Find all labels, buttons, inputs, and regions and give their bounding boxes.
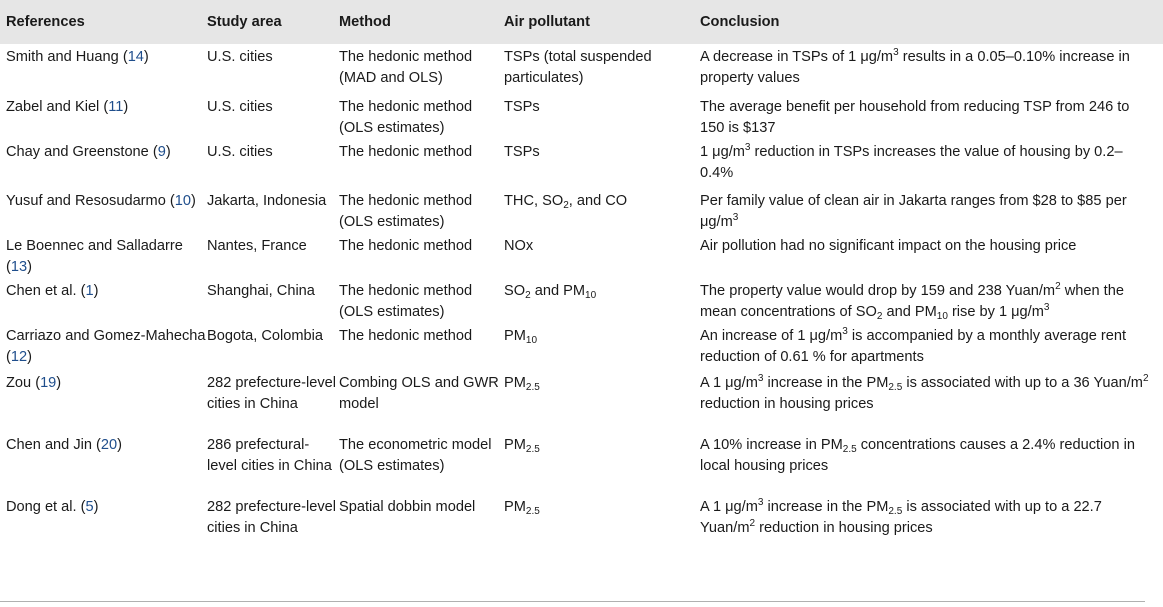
cell-air-pollutant: TSPs [504,144,540,160]
reference-text: Dong et al. ( [6,499,86,515]
cell-conclusion: Per family value of clean air in Jakarta ranges from $28 to $85 per $\mu g/m^3$ [700,193,1127,230]
reference-text: Chay and Greenstone ( [6,144,158,160]
cell-air-pollutant: NOx [504,238,534,254]
cell-reference [0,323,207,370]
cell-conclusion: 1 $\mu g/m^3$ reduction in TSPs increases the value of housing by 0.2–0.4% [700,142,1123,181]
cell-air-pollutant: $PM_{2.5}$ [504,499,540,517]
reference-close: ) [117,437,123,453]
reference-link[interactable]: 13 [10,259,28,275]
cell-study-area: U.S. cities [207,144,273,160]
table-row [0,139,1163,188]
reference-close: ) [27,349,32,365]
cell-method: The hedonic method (OLS estimates) [339,193,473,230]
cell-air-pollutant: $PM_{2.5}$ [504,375,540,393]
cell-study-area: U.S. cities [207,49,273,65]
reference-text: Zabel and Kiel ( [6,99,109,115]
table-row [0,233,1163,278]
reference-close: ) [93,283,99,299]
table-row [0,44,1163,94]
cell-study-area: Bogota, Colombia [207,328,324,344]
cell-reference [0,233,207,278]
reference-close: ) [56,375,62,391]
table-bottom-rule [0,601,1145,602]
reference-text: Le Boennec and Salladarre ( [6,238,183,275]
reference-text: Chen et al. ( [6,283,86,299]
reference-close: ) [190,193,196,209]
reference-link[interactable]: 11 [108,99,124,115]
reference-text: Yusuf and Resosudarmo ( [6,193,175,209]
cell-conclusion: A 1 $\mu g/m^3$ increase in the $PM_{2.5}$ is associated with up to a 36 Yuan/$m^2$ reduction in housing prices [700,373,1149,412]
cell-conclusion: The property value would drop by 159 and 238 Yuan/$m^2$ when the mean concentrations of $SO_2$ and $PM_{10}$ rise by 1 $\mu g/m^3$ [700,281,1124,322]
reference-link[interactable]: 9 [157,144,166,160]
reference-link[interactable]: 1 [85,283,94,299]
cell-study-area: 282 prefecture-level cities in China [207,375,336,412]
reference-close: ) [93,499,99,515]
reference-link[interactable]: 19 [40,375,57,391]
cell-method: The hedonic method (OLS estimates) [339,99,473,136]
table-row [0,323,1163,370]
header-air-pollutant: Air pollutant [504,13,590,30]
cell-air-pollutant: TSPs (total suspended particulates) [504,49,652,86]
cell-conclusion: A 1 $\mu g/m^3$ increase in the $PM_{2.5}$ is associated with up to a 22.7 Yuan/$m^2$ reduction in housing prices [700,497,1102,536]
cell-reference [0,432,207,494]
cell-method: The econometric model (OLS estimates) [339,437,492,474]
cell-air-pollutant: THC, $SO_2$, and CO [504,193,628,211]
reference-link[interactable]: 5 [85,499,94,515]
cell-conclusion: The average benefit per household from reducing TSP from 246 to 150 is $137 [700,99,1130,136]
cell-study-area: Nantes, France [207,238,307,254]
cell-method: The hedonic method (OLS estimates) [339,283,473,320]
cell-air-pollutant: $SO_2$ and $PM_{10}$ [504,283,597,301]
cell-study-area: 286 prefectural-level cities in China [207,437,332,474]
table-row [0,188,1163,233]
cell-method: Combing OLS and GWR model [339,375,499,412]
cell-study-area: 282 prefecture-level cities in China [207,499,336,536]
cell-reference [0,139,207,188]
table-row [0,432,1163,494]
reference-close: ) [27,259,32,275]
cell-reference [0,278,207,323]
cell-air-pollutant: TSPs [504,99,540,115]
cell-method: The hedonic method (MAD and OLS) [339,49,473,86]
table-row [0,494,1163,556]
cell-reference [0,494,207,556]
header-study-area: Study area [207,13,282,30]
reference-text: Zou ( [6,375,41,391]
cell-reference [0,188,207,233]
cell-method: The hedonic method [339,144,473,160]
cell-study-area: Shanghai, China [207,283,315,299]
cell-conclusion: Air pollution had no significant impact on the housing price [700,238,1077,254]
cell-conclusion: An increase of 1 $\mu g/m^3$ is accompanied by a monthly average rent reduction of 0.61 % for apartments [700,326,1127,365]
table-row [0,370,1163,432]
table-row [0,278,1163,323]
cell-method: Spatial dobbin model [339,499,476,515]
table-header-row [0,0,1163,44]
header-references: References [6,13,85,30]
cell-air-pollutant: $PM_{2.5}$ [504,437,540,455]
reference-link[interactable]: 20 [100,437,118,453]
reference-link[interactable]: 12 [10,349,28,365]
header-method: Method [339,13,391,30]
cell-air-pollutant: $PM_{10}$ [504,328,538,346]
table-row [0,94,1163,139]
cell-conclusion: A decrease in TSPs of 1 $\mu g/m^3$ results in a 0.05–0.10% increase in property values [700,47,1130,86]
cell-method: The hedonic method [339,238,473,254]
reference-close: ) [123,99,129,115]
reference-text: Smith and Huang ( [6,49,128,65]
reference-close: ) [143,49,149,65]
reference-close: ) [165,144,171,160]
reference-text: Carriazo and Gomez-Mahecha ( [6,328,206,365]
reference-link[interactable]: 10 [174,193,191,209]
cell-reference [0,370,207,432]
cell-reference [0,44,207,94]
cell-study-area: Jakarta, Indonesia [207,193,327,209]
cell-reference [0,94,207,139]
cell-conclusion: A 10% increase in $PM_{2.5}$ concentrations causes a 2.4% reduction in local housing prices [700,437,1135,474]
cell-study-area: U.S. cities [207,99,273,115]
header-conclusion: Conclusion [700,13,780,30]
reference-link[interactable]: 14 [127,49,144,65]
reference-text: Chen and Jin ( [6,437,101,453]
cell-method: The hedonic method [339,328,473,344]
